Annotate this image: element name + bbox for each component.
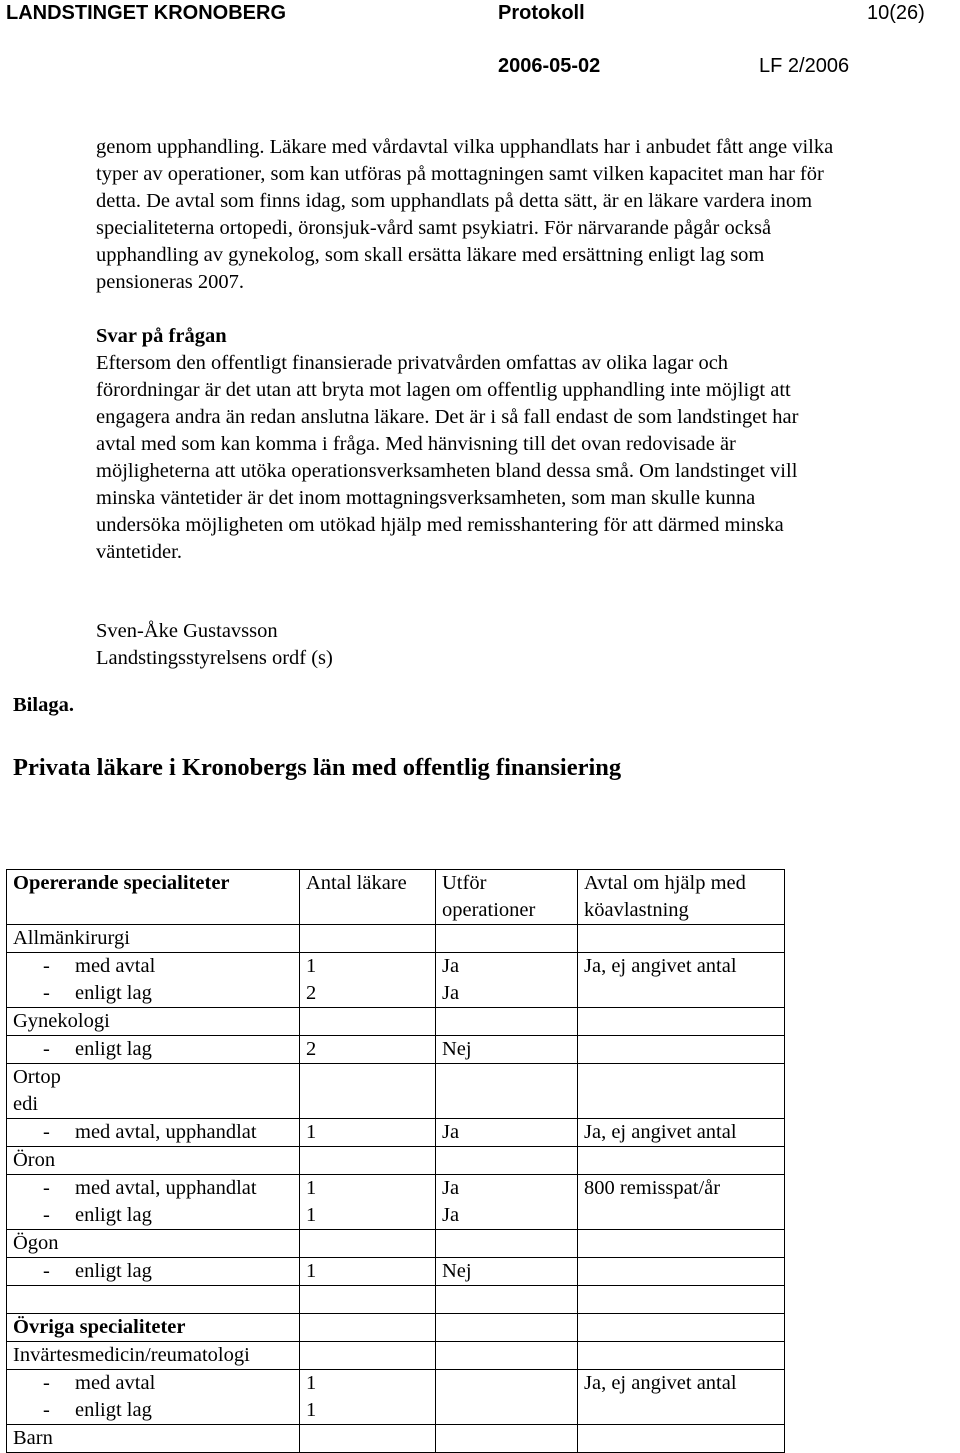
table-row — [7, 1258, 785, 1286]
table-row — [7, 1342, 785, 1370]
document-reference: LF 2/2006 — [759, 55, 850, 77]
row-label: enligt lag — [75, 1204, 152, 1226]
document-date: 2006-05-02 — [498, 55, 601, 77]
doctor-count: 2 — [300, 1036, 436, 1064]
doctor-count: 1 — [300, 1258, 436, 1286]
document-type: Protokoll — [498, 2, 585, 24]
operations-value: Ja — [442, 982, 460, 1004]
table-header-row — [7, 870, 785, 925]
operations-value: Ja — [442, 1177, 460, 1199]
row-label: enligt lag — [75, 1399, 152, 1421]
table-row — [7, 1314, 785, 1342]
attachment-label: Bilaga. — [13, 694, 74, 716]
header-specialties: Opererande specialiteter — [7, 870, 300, 925]
answer-text: Eftersom den offentligt finansierade privatvården omfattas av olika lagar och förordningar är det utan att bryta mot lagen om offentlig upphandling inte möjligt att engagera andra än redan anslutna läkare. Det är i så fall endast de som landstinget har avtal med som kan komma i fråga. Med hänvisning till det ovan redovisade är möjligheterna att utöka operationsverksamheten bland dessa små. Om landstinget vill minska väntetider är det inom mottagningsverksamheten, som man skulle kunna undersöka möjligheten om utökad hjälp med remisshantering för att därmed minska väntetider. — [96, 352, 799, 563]
agreement-value: Ja, ej angivet antal — [578, 1370, 785, 1425]
table-row — [7, 1425, 785, 1453]
signature-title: Landstingsstyrelsens ordf (s) — [96, 647, 333, 669]
specialty-label: Gynekologi — [7, 1008, 300, 1036]
row-label: med avtal — [75, 955, 156, 977]
doctor-count: 2 — [306, 982, 317, 1004]
table-row — [7, 1286, 785, 1314]
doctor-count: 1 — [306, 1177, 317, 1199]
table-row — [7, 953, 785, 1008]
table-row — [7, 1175, 785, 1230]
paragraph-text: genom upphandling. Läkare med vårdavtal vilka upphandlats har i anbudet fått ange vilka typer av operationer, som kan utföras på mottagningen samt vilken kapacitet man har för detta. De avtal som finns idag, som upphandlats på detta sätt, är en läkare vardera inom specialiteterna ortopedi, öronsjuk-vård samt psykiatri. För närvarande pågår också upphandling av gynekolog, som skall ersätta läkare med ersättning enligt lag som pensioneras 2007. — [96, 136, 834, 293]
list-dash: - — [43, 1121, 50, 1143]
table-row — [7, 1008, 785, 1036]
table-row — [7, 1064, 785, 1119]
table-row — [7, 925, 785, 953]
header-doctor-count: Antal läkare — [300, 870, 436, 925]
row-label: med avtal — [75, 1372, 156, 1394]
list-dash: - — [43, 1177, 50, 1199]
row-label: enligt lag — [75, 982, 152, 1004]
doctor-count: 1 — [306, 1372, 317, 1394]
page-header — [0, 0, 960, 80]
specialty-label: Ögon — [7, 1230, 300, 1258]
page-number: 10(26) — [867, 2, 925, 24]
specialty-label: Invärtesmedicin/reumatologi — [7, 1342, 300, 1370]
doctor-count: 1 — [306, 1204, 317, 1226]
table-row — [7, 1036, 785, 1064]
table-row — [7, 1230, 785, 1258]
doctor-count: 1 — [306, 955, 317, 977]
list-dash: - — [43, 982, 50, 1004]
agreement-value: Ja, ej angivet antal — [578, 1119, 785, 1147]
specialty-label: Barn — [7, 1425, 300, 1453]
row-label: enligt lag — [75, 1038, 152, 1060]
doctor-count: 1 — [306, 1399, 317, 1421]
operations-value: Nej — [436, 1036, 578, 1064]
list-dash: - — [43, 1204, 50, 1226]
list-dash: - — [43, 1038, 50, 1060]
agreement-value: Ja, ej angivet antal — [578, 953, 785, 1008]
operations-value: Ja — [442, 1204, 460, 1226]
operations-value: Ja — [442, 955, 460, 977]
table-row — [7, 1370, 785, 1425]
list-dash: - — [43, 1260, 50, 1282]
row-label: enligt lag — [75, 1260, 152, 1282]
operations-value: Nej — [436, 1258, 578, 1286]
list-dash: - — [43, 1399, 50, 1421]
header-performs-operations: Utför operationer — [436, 870, 578, 925]
table-row — [7, 1119, 785, 1147]
body-paragraph — [96, 134, 836, 296]
answer-heading: Svar på frågan — [96, 325, 227, 347]
table-row — [7, 1147, 785, 1175]
row-label: med avtal, upphandlat — [75, 1177, 257, 1199]
answer-section — [96, 323, 836, 566]
table-title: Privata läkare i Kronobergs län med offentlig finansiering — [13, 754, 622, 781]
specialties-table — [6, 869, 785, 1453]
list-dash: - — [43, 1372, 50, 1394]
specialty-label: Öron — [7, 1147, 300, 1175]
doctor-count: 1 — [300, 1119, 436, 1147]
org-name: LANDSTINGET KRONOBERG — [6, 2, 286, 24]
section-label: Övriga specialiteter — [7, 1314, 300, 1342]
row-label: med avtal, upphandlat — [75, 1121, 257, 1143]
signature-name: Sven-Åke Gustavsson — [96, 620, 278, 642]
signature-block — [96, 618, 836, 672]
specialty-label: Allmänkirurgi — [7, 925, 300, 953]
header-queue-agreement: Avtal om hjälp med köavlastning — [578, 870, 785, 925]
agreement-value: 800 remisspat/år — [578, 1175, 785, 1230]
operations-value: Ja — [436, 1119, 578, 1147]
list-dash: - — [43, 955, 50, 977]
specialty-label: Ortop edi — [13, 1066, 61, 1115]
